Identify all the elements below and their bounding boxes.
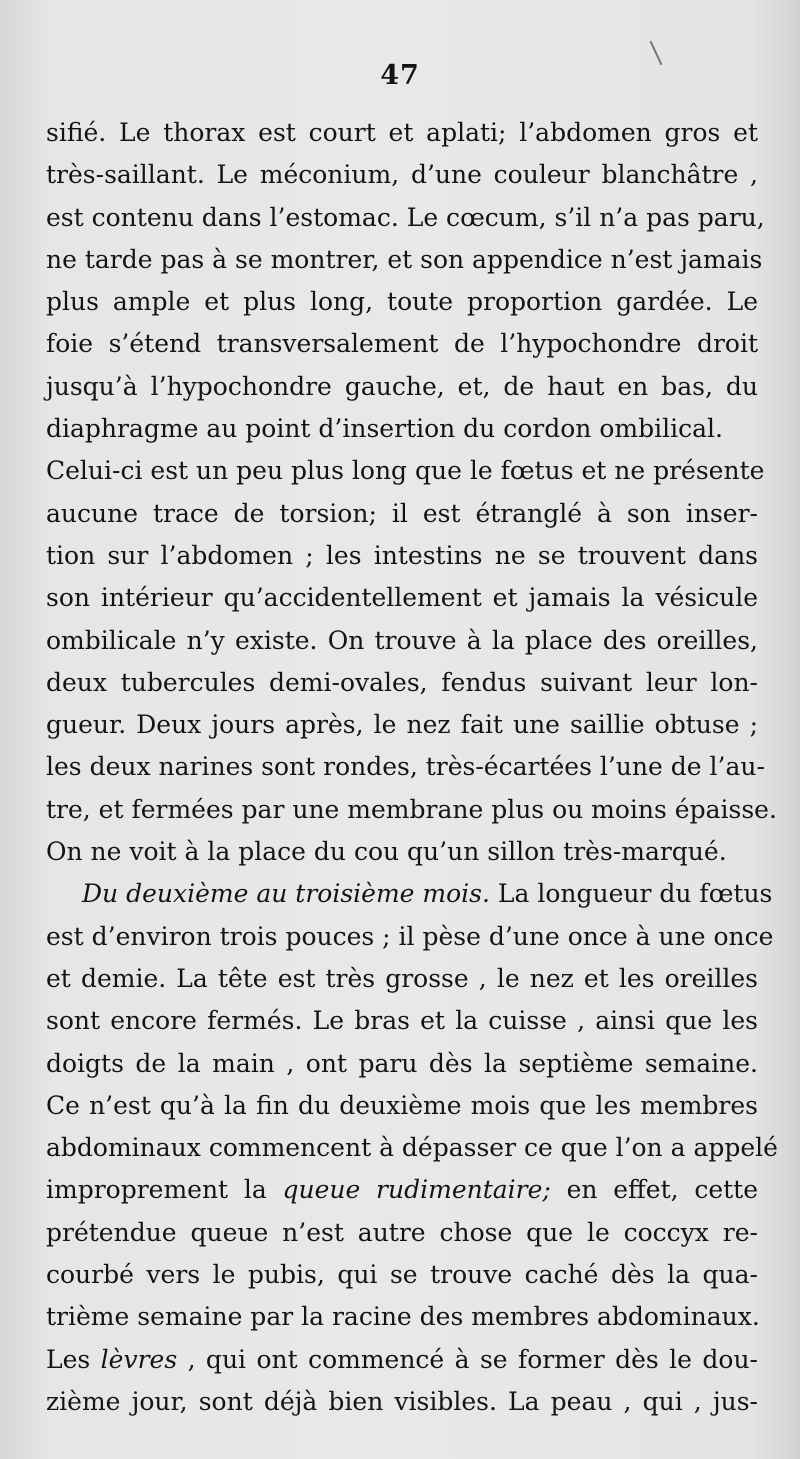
text-line <box>46 1085 758 1127</box>
text-segment: est contenu dans l’estomac. Le cœcum, s’il n’a pas paru, <box>46 202 765 232</box>
text-line <box>46 958 758 1000</box>
text-segment: Ce n’est qu’à la fin du deuxième mois que les membres <box>46 1090 758 1120</box>
text-segment: sifié. Le thorax est court et aplati; l’abdomen gros et <box>46 118 758 147</box>
text-segment: très-saillant. Le méconium, d’une couleur blanchâtre , <box>46 160 758 190</box>
text-segment: deux tubercules demi-ovales, fendus suivant leur lon- <box>46 667 758 697</box>
text-line <box>46 1043 758 1085</box>
text-line <box>46 323 758 365</box>
text-line <box>46 831 758 873</box>
text-segment: improprement la <box>46 1175 283 1205</box>
text-line <box>46 197 765 239</box>
text-line <box>46 662 758 704</box>
text-segment: et demie. La tête est très grosse , le nez et les oreilles <box>46 963 758 993</box>
text-line <box>46 112 758 154</box>
text-segment: courbé vers le pubis, qui se trouve caché dès la qua- <box>46 1260 758 1290</box>
text-line <box>46 916 774 958</box>
italic-text: queue rudimentaire; <box>282 1175 551 1205</box>
text-line <box>46 620 758 662</box>
text-line <box>46 704 758 746</box>
text-segment: foie s’étend transversalement de l’hypochondre droit <box>46 329 758 359</box>
text-segment: Les <box>46 1344 101 1374</box>
text-segment: tion sur l’abdomen ; les intestins ne se trouvent dans <box>46 540 758 570</box>
text-line <box>46 450 765 492</box>
page-number: 47 <box>380 60 420 91</box>
text-segment: les deux narines sont rondes, très-écartées l’une de l’au- <box>46 752 765 782</box>
text-line <box>46 154 758 196</box>
italic-text: lèvres <box>100 1344 178 1374</box>
text-segment: en effet, cette <box>550 1175 758 1205</box>
text-segment: aucune trace de torsion; il est étranglé à son inser- <box>46 498 758 528</box>
text-line <box>46 1381 758 1423</box>
text-line <box>46 1296 758 1338</box>
text-line <box>46 1254 758 1296</box>
text-line <box>46 746 765 788</box>
text-line <box>46 1000 758 1042</box>
text-line <box>46 1212 758 1254</box>
text-segment: jusqu’à l’hypochondre gauche, et, de haut en bas, du <box>46 371 758 401</box>
text-segment: Celui-ci est un peu plus long que le fœtus et ne présente <box>46 456 765 486</box>
text-segment: abdominaux commencent à dépasser ce que l’on a appelé <box>46 1133 778 1163</box>
text-segment: prétendue queue n’est autre chose que le coccyx re- <box>46 1217 758 1247</box>
text-line <box>46 239 763 281</box>
text-line <box>46 366 758 408</box>
italic-text: Du deuxième au troisième mois. <box>82 879 490 909</box>
text-segment: est d’environ trois pouces ; il pèse d’une once à une once <box>46 921 774 951</box>
text-segment: , qui ont commencé à se former dès le dou- <box>177 1344 758 1374</box>
text-segment: ne tarde pas à se montrer, et son appendice n’est jamais <box>46 244 763 274</box>
text-line <box>46 535 758 577</box>
text-segment: sont encore fermés. Le bras et la cuisse , ainsi que les <box>46 1006 758 1036</box>
text-line <box>46 1127 778 1169</box>
text-segment: zième jour, sont déjà bien visibles. La peau , qui , jus- <box>46 1386 758 1416</box>
body-text <box>46 112 778 1423</box>
text-line <box>46 789 777 831</box>
text-line <box>46 408 758 450</box>
text-line <box>46 577 758 619</box>
text-segment: doigts de la main , ont paru dès la septième semaine. <box>46 1048 758 1078</box>
text-segment: gueur. Deux jours après, le nez fait une saillie obtuse ; <box>46 710 758 740</box>
text-segment: son intérieur qu’accidentellement et jamais la vésicule <box>46 583 758 613</box>
text-segment: diaphragme au point d’insertion du cordon ombilical. <box>46 414 723 444</box>
text-segment: plus ample et plus long, toute proportion gardée. Le <box>46 287 758 317</box>
text-segment: tre, et fermées par une membrane plus ou moins épaisse. <box>46 794 777 824</box>
text-segment: trième semaine par la racine des membres abdominaux. <box>46 1302 760 1332</box>
text-line <box>46 493 758 535</box>
text-line <box>46 1169 758 1211</box>
text-line <box>46 873 773 915</box>
text-line <box>46 281 758 323</box>
text-segment: ombilicale n’y existe. On trouve à la place des oreilles, <box>46 625 758 655</box>
text-line <box>46 1339 758 1381</box>
text-segment: La longueur du fœtus <box>489 879 773 909</box>
text-segment: On ne voit à la place du cou qu’un sillon très-marqué. <box>46 837 727 867</box>
